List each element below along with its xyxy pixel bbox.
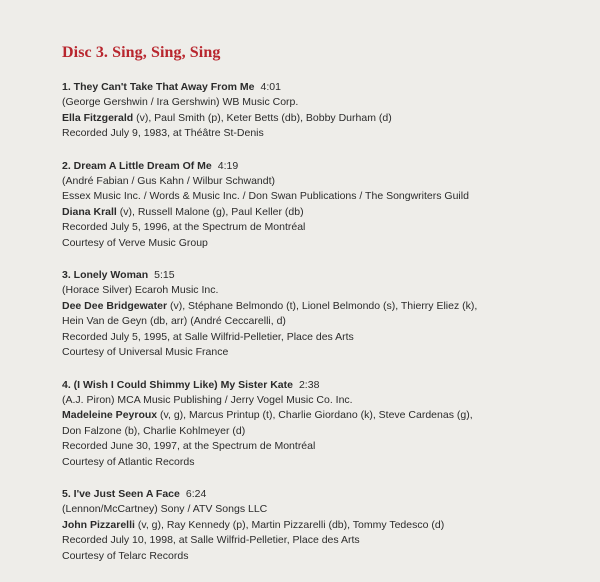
disc-title: Disc 3. Sing, Sing, Sing: [62, 44, 221, 61]
track-credit: (Lennon/McCartney) Sony / ATV Songs LLC: [62, 503, 268, 516]
track-heading: [62, 378, 560, 393]
track-credit: (Horace Silver) Ecaroh Music Inc.: [62, 284, 219, 297]
track-note: Courtesy of Verve Music Group: [62, 236, 208, 249]
track-title: 1. They Can't Take That Away From Me: [62, 81, 255, 93]
performer-name: John Pizzarelli: [62, 518, 135, 531]
track-entry: [62, 159, 560, 251]
track-note: Courtesy of Telarc Records: [62, 549, 189, 562]
performer-name: Ella Fitzgerald: [62, 111, 134, 124]
track-heading: [62, 80, 560, 95]
track-entry: [62, 268, 560, 360]
track-personnel: [62, 408, 560, 423]
track-note: Recorded July 9, 1983, at Théâtre St-Denis: [62, 127, 264, 140]
track-credit: (A.J. Piron) MCA Music Publishing / Jerry Vogel Music Co. Inc.: [62, 393, 353, 406]
personnel-list: (v), Russell Malone (g), Paul Keller (db): [116, 205, 304, 218]
track-heading: [62, 487, 560, 502]
personnel-continued: Don Falzone (b), Charlie Kohlmeyer (d): [62, 424, 246, 437]
track-personnel: [62, 111, 560, 126]
track-note: Courtesy of Atlantic Records: [62, 455, 195, 468]
track-duration: 4:01: [260, 81, 281, 93]
personnel-list: (v), Stéphane Belmondo (t), Lionel Belmondo (s), Thierry Eliez (k),: [167, 299, 478, 312]
track-title: 4. (I Wish I Could Shimmy Like) My Sister Kate: [62, 378, 293, 391]
track-title: 3. Lonely Woman: [62, 269, 149, 282]
personnel-list: (v, g), Marcus Printup (t), Charlie Giordano (k), Steve Cardenas (g),: [157, 409, 473, 422]
performer-name: Madeleine Peyroux: [62, 409, 158, 422]
track-entry: [62, 378, 560, 470]
track-note: Recorded July 5, 1996, at the Spectrum de Montréal: [62, 221, 306, 234]
track-duration: 5:15: [154, 269, 175, 282]
track-personnel: [62, 299, 560, 314]
performer-name: Diana Krall: [62, 205, 117, 218]
track-title: 2. Dream A Little Dream Of Me: [62, 159, 212, 172]
track-personnel: [62, 518, 560, 533]
track-note: Recorded July 5, 1995, at Salle Wilfrid-Pelletier, Place des Arts: [62, 330, 354, 343]
personnel-list: (v, g), Ray Kennedy (p), Martin Pizzarelli (db), Tommy Tedesco (d): [134, 518, 445, 531]
track-title: 5. I've Just Seen A Face: [62, 487, 180, 500]
track-heading: [62, 159, 560, 174]
track-entry: [62, 487, 560, 564]
track-note: Courtesy of Universal Music France: [62, 346, 229, 359]
track-credit: (George Gershwin / Ira Gershwin) WB Music Corp.: [62, 96, 299, 109]
track-duration: 4:19: [217, 159, 239, 172]
track-credit: Essex Music Inc. / Words & Music Inc. / Don Swan Publications / The Songwriters Guild: [62, 190, 469, 203]
performer-name: Dee Dee Bridgewater: [62, 299, 168, 312]
track-list: [62, 80, 560, 564]
track-duration: 6:24: [185, 487, 207, 500]
track-heading: [62, 268, 560, 283]
track-personnel: [62, 205, 560, 220]
track-note: Recorded July 10, 1998, at Salle Wilfrid-Pelletier, Place des Arts: [62, 534, 360, 547]
personnel-continued: Hein Van de Geyn (db, arr) (André Ceccarelli, d): [62, 315, 286, 328]
personnel-list: (v), Paul Smith (p), Keter Betts (db), Bobby Durham (d): [133, 111, 392, 124]
track-credit: (André Fabian / Gus Kahn / Wilbur Schwandt): [62, 175, 276, 188]
track-duration: 2:38: [298, 378, 320, 391]
track-entry: [62, 80, 560, 142]
track-note: Recorded June 30, 1997, at the Spectrum de Montréal: [62, 440, 316, 453]
